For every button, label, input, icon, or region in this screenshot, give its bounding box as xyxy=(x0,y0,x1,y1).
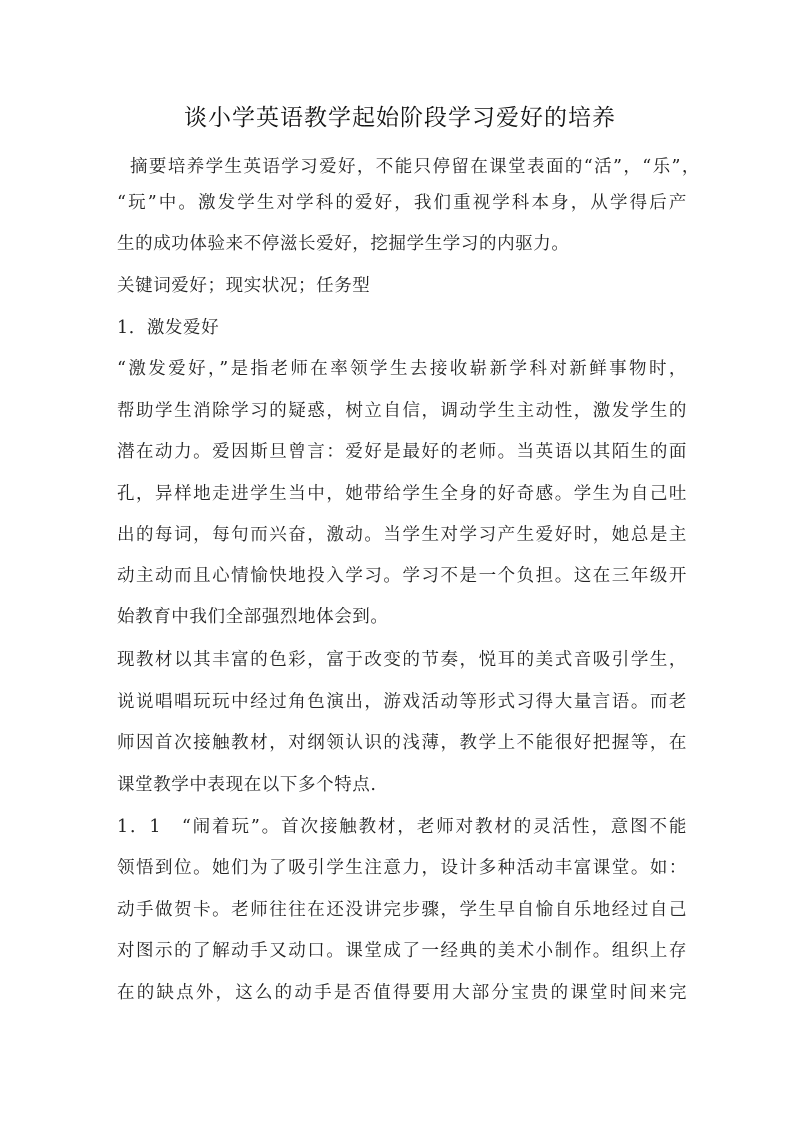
paragraph-line: 潜在动力。爱因斯旦曾言：爱好是最好的老师。当英语以其陌生的面 xyxy=(117,442,687,462)
abstract-line-3: 生的成功体验来不停滋长爱好，挖掘学生学习的内驱力。 xyxy=(117,234,570,254)
section-heading-1: 1．激发爱好 xyxy=(117,318,220,338)
keywords-line: 关键词爱好；现实状况；任务型 xyxy=(117,276,371,296)
paragraph-line: 在的缺点外，这么的动手是否值得要用大部分宝贵的课堂时间来完 xyxy=(117,983,687,1003)
paragraph-line: 始教育中我们全部强烈地体会到。 xyxy=(117,607,389,627)
paragraph-line: 师因首次接触教材，对纲领认识的浅薄，教学上不能很好把握等，在 xyxy=(117,733,687,753)
abstract-line-1: 摘要培养学生英语学习爱好，不能只停留在课堂表面的“活”，“乐”， xyxy=(130,157,700,177)
paragraph-line: 对图示的了解动手又动口。课堂成了一经典的美术小制作。组织上存 xyxy=(117,941,687,961)
paragraph-line: 课堂教学中表现在以下多个特点. xyxy=(117,775,377,795)
paragraph-line: 帮助学生消除学习的疑惑，树立自信，调动学生主动性，激发学生的 xyxy=(117,401,687,421)
subsection-line: 1．1 “闹着玩”。首次接触教材，老师对教材的灵活性，意图不能 xyxy=(117,817,687,837)
paragraph-line: 动主动而且心情愉快地投入学习。学习不是一个负担。这在三年级开 xyxy=(117,566,687,586)
document-title: 谈小学英语教学起始阶段学习爱好的培养 xyxy=(184,105,616,131)
paragraph-line: 出的每词，每句而兴奋，激动。当学生对学习产生爱好时，她总是主 xyxy=(117,525,687,545)
paragraph-line: 说说唱唱玩玩中经过角色演出，游戏活动等形式习得大量言语。而老 xyxy=(117,692,687,712)
paragraph-line: 领悟到位。她们为了吸引学生注意力，设计多种活动丰富课堂。如： xyxy=(117,858,687,878)
paragraph-line: 现教材以其丰富的色彩，富于改变的节奏，悦耳的美式音吸引学生， xyxy=(117,650,687,670)
paragraph-line: “激发爱好，”是指老师在率领学生去接收崭新学科对新鲜事物时， xyxy=(117,359,687,379)
abstract-line-2: “玩”中。激发学生对学科的爱好，我们重视学科本身，从学得后产 xyxy=(117,193,687,213)
paragraph-line: 孔，异样地走进学生当中，她带给学生全身的好奇感。学生为自己吐 xyxy=(117,484,687,504)
paragraph-line: 动手做贺卡。老师往往在还没讲完步骤，学生早自愉自乐地经过自己 xyxy=(117,900,687,920)
